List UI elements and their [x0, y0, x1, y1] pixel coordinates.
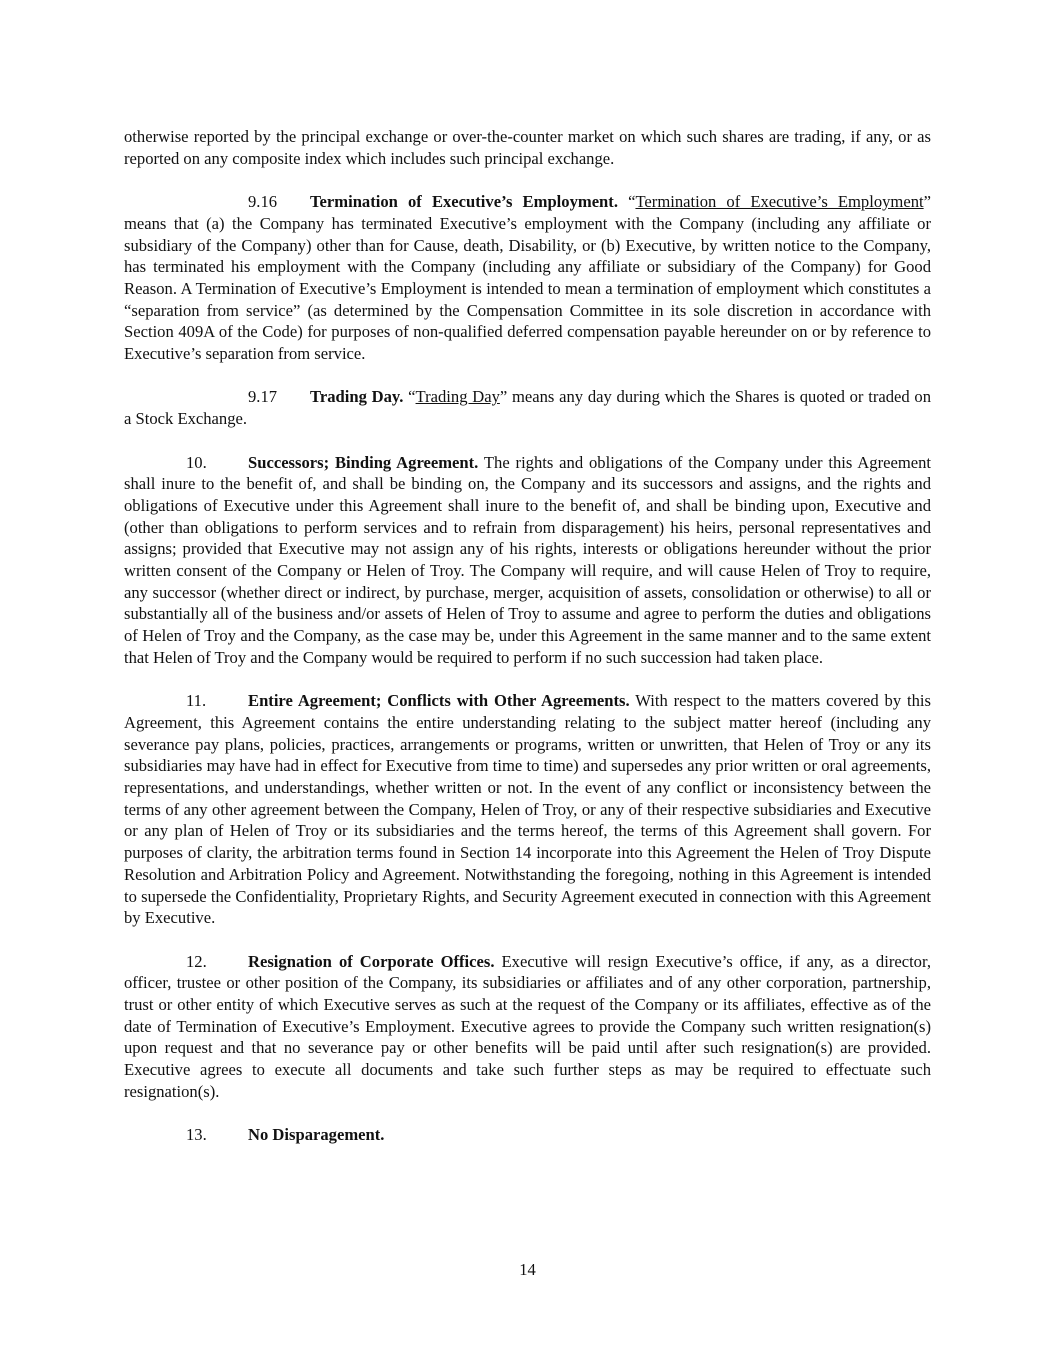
section-heading: No Disparagement. [248, 1125, 385, 1145]
paragraph-text: otherwise reported by the principal exchange or over-the-counter market on which such shares are trading, if any, or as reported on any composite index which includes such principal exchange. [124, 127, 931, 168]
section-number: 9.17 [248, 387, 278, 407]
section-text: ” means any day during which the Shares is quoted or traded on a Stock Exchange. [124, 387, 932, 429]
section-text: ” means that (a) the Company has terminated Executive’s employment with the Company (including any affiliate or subsidiary of the Company) other than for Cause, death, Disability, or (b) Executive, by written notice to the Company, has terminated his employment with the Company (including any affiliate or subsidiary of the Company) for Good Reason. A Termination of Executive’s Employment is intended to mean a termination of employment which constitutes a “separation from service” (as determined by the Compensation Committee in its sole discretion in accordance with Section 409A of the Code) for purposes of non-qualified deferred compensation payable hereunder on or by reference to Executive’s separation from service. [124, 192, 931, 364]
section-number: 13. [186, 1125, 207, 1145]
defined-term: Termination of Executive’s Employment [635, 192, 924, 212]
section-10 [124, 452, 931, 669]
section-9-16 [124, 191, 931, 365]
section-number: 11. [186, 691, 207, 711]
section-number: 9.16 [248, 192, 278, 212]
open-quote: “ [403, 387, 416, 407]
page-number: 14 [519, 1260, 536, 1279]
section-heading: Termination of Executive’s Employment. [310, 192, 618, 212]
section-heading: Successors; Binding Agreement. [248, 452, 479, 472]
section-9-17 [124, 386, 931, 429]
section-text: With respect to the matters covered by this Agreement, this Agreement contains the entire understanding relating to the subject matter hereof (including any severance pay plans, policies, practices, arrangements or programs, written or unwritten, that Helen of Troy or any its subsidiaries may have had in effect for Executive from time to time) and supersedes any prior written or oral agreements, representations, and understandings, whether written or not. In the event of any conflict or inconsistency between the terms of any other agreement between the Company, Helen of Troy, or any of their respective subsidiaries and Executive or any plan of Helen of Troy or its subsidiaries and the terms hereof, the terms of this Agreement shall govern. For purposes of clarity, the arbitration terms found in Section 14 incorporate into this Agreement the Helen of Troy Dispute Resolution and Arbitration Policy and Agreement. Notwithstanding the foregoing, nothing in this Agreement is intended to supersede the Confidentiality, Proprietary Rights, and Security Agreement executed in connection with this Agreement by Executive. [124, 691, 931, 928]
section-number: 12. [186, 951, 207, 971]
section-12 [124, 951, 931, 1103]
section-text: The rights and obligations of the Company under this Agreement shall inure to the benefit of, and shall be binding on, the Company and its successors and assigns, and the rights and obligations of Executive under this Agreement shall inure to the benefit of, and shall be binding upon, Executive and (other than obligations to perform services and to refrain from disparagement) his heirs, personal representatives and assigns; provided that Executive may not assign any of his rights, interests or obligations hereunder without the prior written consent of the Company or Helen of Troy. The Company will require, and will cause Helen of Troy to require, any successor (whether direct or indirect, by purchase, merger, acquisition of assets, consolidation or otherwise) to all or substantially all of the business and/or assets of Helen of Troy to assume and agree to perform the duties and obligations of Helen of Troy and the Company, as the case may be, under this Agreement in the same manner and to the same extent that Helen of Troy and the Company would be required to perform if no such succession had taken place. [124, 452, 932, 667]
section-number: 10. [186, 452, 207, 472]
section-heading: Entire Agreement; Conflicts with Other Agreements. [248, 691, 630, 711]
section-heading: Resignation of Corporate Offices. [248, 951, 495, 971]
paragraph-continued [124, 126, 931, 169]
document-page [124, 126, 931, 1168]
section-13 [124, 1124, 931, 1146]
open-quote: “ [617, 192, 636, 212]
section-text: Executive will resign Executive’s office, if any, as a director, officer, trustee or other position of the Company, its subsidiaries or affiliates and of any other corporation, partnership, trust or other entity of which Executive serves as such at the request of the Company or its affiliates, effective as of the date of Termination of Executive’s Employment. Executive agrees to provide the Company such written resignation(s) upon request and that no severance pay or other benefits will be paid until after such resignation(s) are provided. Executive agrees to execute all documents and take such further steps as may be required to effectuate such resignation(s). [124, 951, 931, 1101]
section-11 [124, 690, 931, 929]
defined-term: Trading Day [415, 387, 500, 407]
section-heading: Trading Day. [310, 387, 404, 407]
